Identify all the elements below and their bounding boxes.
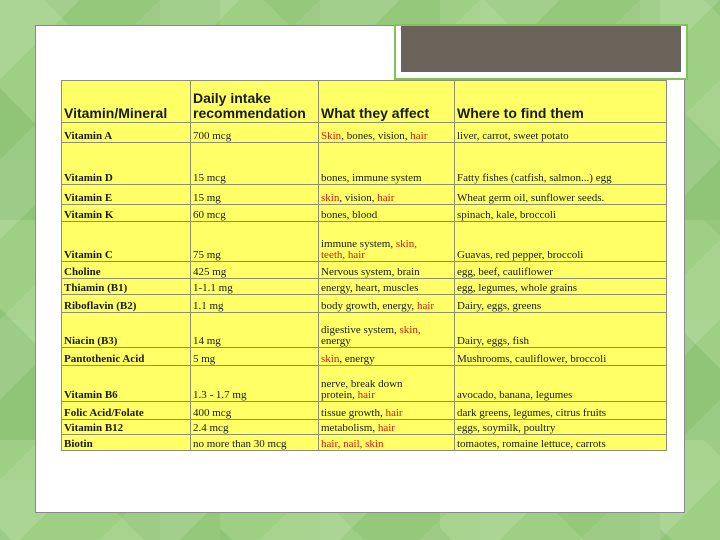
table-row	[62, 347, 667, 366]
affect-highlight-text: skin,	[399, 323, 421, 336]
affect-text: tissue growth,	[321, 406, 386, 419]
cell-daily-intake: 1-1.1 mg	[191, 278, 319, 295]
affect-text: bones, blood	[321, 208, 378, 221]
vitamin-table-container	[61, 80, 666, 451]
cell-daily-intake: 14 mg	[191, 313, 319, 347]
table-row	[62, 278, 667, 295]
affect-highlight-text: skin	[321, 353, 340, 366]
cell-nutrient-name: Vitamin D	[62, 143, 191, 185]
affect-text: Nervous system, brain	[321, 265, 420, 278]
affect-text: nerve, break down	[321, 377, 403, 390]
affect-text: body growth, energy,	[321, 300, 417, 313]
affect-text: energy	[321, 334, 351, 347]
table-row	[62, 123, 667, 143]
affect-highlight-text: hair	[357, 388, 375, 401]
cell-nutrient-name: Vitamin E	[62, 185, 191, 205]
affect-text: , vision,	[339, 192, 378, 205]
cell-daily-intake: 1.1 mg	[191, 295, 319, 313]
cell-daily-intake: 5 mg	[191, 347, 319, 366]
cell-what-they-affect	[319, 419, 455, 435]
cell-where-to-find: dark greens, legumes, citrus fruits	[455, 401, 667, 419]
affect-text: energy, heart, muscles	[321, 282, 419, 295]
cell-where-to-find: spinach, kale, broccoli	[455, 205, 667, 222]
affect-highlight-text: hair	[410, 130, 428, 142]
cell-where-to-find: tomaotes, romaine lettuce, carrots	[455, 435, 667, 451]
header-daily-intake	[191, 81, 319, 123]
cell-what-they-affect	[319, 143, 455, 185]
affect-highlight-text: hair	[385, 406, 403, 419]
cell-nutrient-name: Vitamin C	[62, 221, 191, 261]
title-placeholder	[394, 24, 688, 80]
header-daily-intake-line2: recommendation	[193, 105, 306, 121]
cell-daily-intake: 60 mcg	[191, 205, 319, 222]
cell-nutrient-name: Pantothenic Acid	[62, 347, 191, 366]
header-what-they-affect: What they affect	[319, 81, 455, 123]
affect-text: metabolism,	[321, 422, 378, 435]
affect-highlight-text: hair	[416, 300, 435, 313]
cell-daily-intake: 400 mcg	[191, 401, 319, 419]
affect-highlight-text: teeth, hair	[321, 248, 365, 261]
affect-text: , bones, vision,	[341, 130, 411, 142]
cell-daily-intake: 1.3 - 1.7 mg	[191, 366, 319, 402]
cell-what-they-affect	[319, 221, 455, 261]
cell-what-they-affect	[319, 347, 455, 366]
affect-highlight-text: skin,	[395, 237, 417, 250]
title-box	[401, 26, 681, 72]
cell-daily-intake: 75 mg	[191, 221, 319, 261]
cell-where-to-find: Mushrooms, cauliflower, broccoli	[455, 347, 667, 366]
cell-daily-intake: 700 mcg	[191, 123, 319, 143]
cell-nutrient-name: Vitamin A	[62, 123, 191, 143]
affect-text: bones, immune system	[321, 172, 422, 185]
affect-highlight-text: Skin	[321, 130, 342, 142]
cell-where-to-find: egg, legumes, whole grains	[455, 278, 667, 295]
cell-where-to-find: avocado, banana, legumes	[455, 366, 667, 402]
affect-text: protein,	[321, 388, 358, 401]
cell-nutrient-name: Biotin	[62, 435, 191, 451]
cell-where-to-find: egg, beef, cauliflower	[455, 261, 667, 278]
table-row	[62, 205, 667, 222]
cell-what-they-affect	[319, 185, 455, 205]
cell-what-they-affect	[319, 295, 455, 313]
cell-nutrient-name: Niacin (B3)	[62, 313, 191, 347]
affect-text: immune system,	[321, 237, 396, 250]
cell-where-to-find: eggs, soymilk, poultry	[455, 419, 667, 435]
cell-nutrient-name: Vitamin B6	[62, 366, 191, 402]
cell-where-to-find: Fatty fishes (catfish, salmon...) egg	[455, 143, 667, 185]
header-where-to-find: Where to find them	[455, 81, 667, 123]
table-row	[62, 419, 667, 435]
cell-nutrient-name: Vitamin B12	[62, 419, 191, 435]
table-row	[62, 221, 667, 261]
affect-highlight-text: skin	[321, 192, 340, 205]
affect-highlight-text: hair, nail, skin	[321, 438, 384, 450]
cell-nutrient-name: Riboflavin (B2)	[62, 295, 191, 313]
cell-what-they-affect	[319, 205, 455, 222]
affect-text: digestive system,	[321, 323, 400, 336]
cell-what-they-affect	[319, 261, 455, 278]
cell-nutrient-name: Thiamin (B1)	[62, 278, 191, 295]
affect-text: , energy	[339, 353, 375, 366]
cell-daily-intake: 425 mg	[191, 261, 319, 278]
cell-nutrient-name: Vitamin K	[62, 205, 191, 222]
cell-what-they-affect	[319, 435, 455, 451]
cell-where-to-find: Wheat germ oil, sunflower seeds.	[455, 185, 667, 205]
table-row	[62, 143, 667, 185]
table-row	[62, 435, 667, 451]
affect-highlight-text: hair	[377, 192, 395, 205]
cell-nutrient-name: Choline	[62, 261, 191, 278]
cell-what-they-affect	[319, 366, 455, 402]
table-row	[62, 295, 667, 313]
table-row	[62, 366, 667, 402]
table-row	[62, 401, 667, 419]
cell-where-to-find: liver, carrot, sweet potato	[455, 123, 667, 143]
affect-highlight-text: hair	[377, 422, 395, 435]
cell-where-to-find: Guavas, red pepper, broccoli	[455, 221, 667, 261]
cell-where-to-find: Dairy, eggs, greens	[455, 295, 667, 313]
table-header-row	[62, 81, 667, 123]
cell-daily-intake: 15 mcg	[191, 143, 319, 185]
cell-what-they-affect	[319, 278, 455, 295]
header-daily-intake-line1: Daily intake	[193, 90, 271, 106]
vitamin-table	[61, 80, 667, 451]
table-row	[62, 313, 667, 347]
header-vitamin-mineral: Vitamin/Mineral	[62, 81, 191, 123]
cell-daily-intake: 2.4 mcg	[191, 419, 319, 435]
table-row	[62, 261, 667, 278]
cell-nutrient-name: Folic Acid/Folate	[62, 401, 191, 419]
cell-daily-intake: 15 mg	[191, 185, 319, 205]
table-row	[62, 185, 667, 205]
cell-what-they-affect	[319, 401, 455, 419]
cell-daily-intake: no more than 30 mcg	[191, 435, 319, 451]
cell-what-they-affect	[319, 313, 455, 347]
cell-where-to-find: Dairy, eggs, fish	[455, 313, 667, 347]
cell-what-they-affect	[319, 123, 455, 143]
